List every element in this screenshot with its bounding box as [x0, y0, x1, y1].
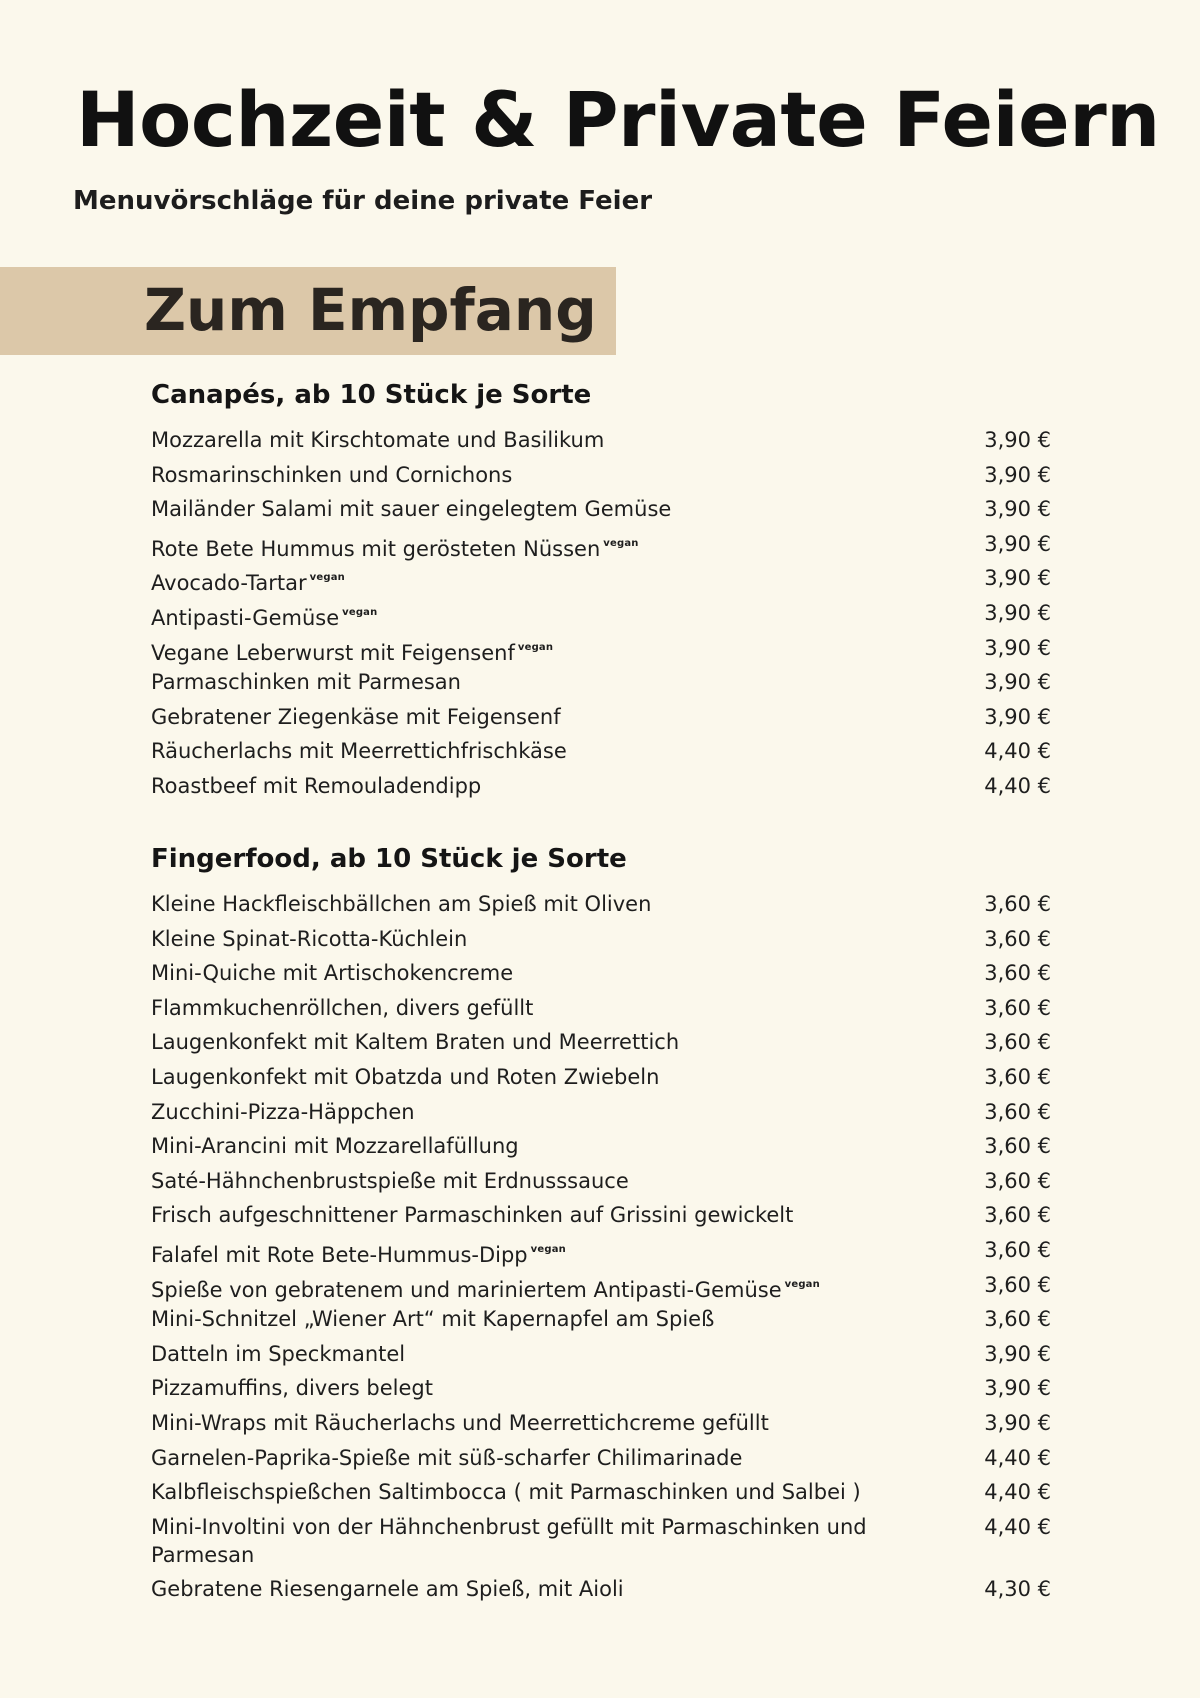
item-price: 4,40 € [984, 1480, 1051, 1505]
item-price: 3,60 € [984, 1237, 1051, 1262]
item-name-text: Laugenkonfekt mit Obatzda und Roten Zwiebeln [151, 1064, 660, 1089]
menu-item [151, 772, 1051, 807]
item-name-text: Flammkuchenröllchen, divers gefüllt [151, 995, 534, 1020]
item-name-text: Garnelen-Paprika-Spieße mit süß-scharfer Chilimarinade [151, 1445, 743, 1470]
item-name [151, 1132, 891, 1160]
item-name [151, 1513, 891, 1569]
item-price: 3,90 € [984, 704, 1051, 729]
item-name [151, 1236, 891, 1269]
item-price: 3,60 € [984, 1168, 1051, 1193]
menu-group-fingerfood [151, 838, 1051, 1609]
item-name-text: Mini-Wraps mit Räucherlachs und Meerrettichcreme gefüllt [151, 1410, 769, 1435]
item-name [151, 1028, 891, 1056]
menu-item [151, 1236, 1051, 1271]
menu-item [151, 1028, 1051, 1063]
item-list [151, 426, 1051, 807]
item-name-text: Rote Bete Hummus mit gerösteten Nüssen [151, 536, 601, 561]
item-price: 3,60 € [984, 1134, 1051, 1159]
item-name-text: Falafel mit Rote Bete-Hummus-Dipp [151, 1242, 528, 1267]
item-name-text: Gebratener Ziegenkäse mit Feigensenf [151, 704, 561, 729]
item-price: 4,30 € [984, 1576, 1051, 1601]
item-price: 3,60 € [984, 1064, 1051, 1089]
menu-item [151, 461, 1051, 496]
menu-item [151, 1478, 1051, 1513]
item-name-text: Parmaschinken mit Parmesan [151, 670, 461, 695]
item-name [151, 530, 891, 563]
menu-item [151, 1271, 1051, 1306]
vegan-mark: vegan [309, 572, 345, 584]
page-subtitle: Menuvörschläge für deine private Feier [73, 186, 653, 216]
item-name-text: Laugenkonfekt mit Kaltem Braten und Meerrettich [151, 1030, 680, 1055]
vegan-mark: vegan [603, 537, 639, 549]
menu-item [151, 890, 1051, 925]
menu-item [151, 495, 1051, 530]
item-name [151, 634, 891, 667]
item-price: 3,90 € [984, 428, 1051, 452]
item-price: 3,60 € [984, 892, 1051, 916]
menu-item [151, 1132, 1051, 1167]
item-name [151, 772, 891, 800]
item-name-text: Mailänder Salami mit sauer eingelegtem Gemüse [151, 497, 672, 522]
item-name [151, 925, 891, 953]
item-name-text: Gebratene Riesengarnele am Spieß, mit Aioli [151, 1576, 624, 1601]
item-price: 3,60 € [984, 1099, 1051, 1124]
menu-item [151, 599, 1051, 634]
item-price: 3,90 € [984, 462, 1051, 487]
item-name-text: Kalbfleischspießchen Saltimbocca ( mit Parmaschinken und Salbei ) [151, 1480, 861, 1505]
item-name [151, 1201, 891, 1229]
item-price: 3,60 € [984, 1030, 1051, 1055]
item-list [151, 890, 1051, 1609]
item-price: 3,90 € [984, 600, 1051, 625]
menu-item [151, 1201, 1051, 1236]
item-name [151, 959, 891, 987]
item-name-text: Mini-Involtini von der Hähnchenbrust gefüllt mit Parmaschinken und Parmesan [151, 1514, 867, 1567]
item-name [151, 1167, 891, 1195]
menu-group-canapes [151, 374, 1051, 807]
item-price: 3,90 € [984, 1410, 1051, 1435]
menu-item [151, 564, 1051, 599]
item-price: 3,90 € [984, 1376, 1051, 1401]
item-price: 4,40 € [984, 773, 1051, 798]
item-name [151, 1305, 891, 1333]
page-title: Hochzeit & Private Feiern [76, 75, 1160, 164]
menu-item [151, 1167, 1051, 1202]
menu-item [151, 994, 1051, 1029]
menu-item [151, 668, 1051, 703]
item-name [151, 1098, 891, 1126]
menu-item [151, 426, 1051, 461]
item-price: 3,90 € [984, 1341, 1051, 1366]
group-heading: Canapés, ab 10 Stück je Sorte [151, 380, 592, 410]
menu-item [151, 530, 1051, 565]
item-name-text: Mini-Quiche mit Artischokencreme [151, 961, 514, 986]
vegan-mark: vegan [784, 1278, 820, 1290]
item-name-text: Rosmarinschinken und Cornichons [151, 462, 513, 487]
item-name [151, 1444, 891, 1472]
item-name [151, 461, 891, 489]
menu-item [151, 959, 1051, 994]
item-price: 4,40 € [984, 739, 1051, 764]
menu-item [151, 1340, 1051, 1375]
item-name [151, 495, 891, 523]
item-name [151, 599, 891, 632]
item-name [151, 737, 891, 765]
section-title: Zum Empfang [144, 276, 597, 344]
menu-item [151, 1374, 1051, 1409]
item-price: 3,90 € [984, 670, 1051, 695]
item-price: 3,60 € [984, 1203, 1051, 1228]
item-price: 4,40 € [984, 1514, 1051, 1539]
item-price: 3,60 € [984, 995, 1051, 1020]
menu-item [151, 1305, 1051, 1340]
item-name-text: Avocado-Tartar [151, 571, 307, 596]
item-price: 3,90 € [984, 531, 1051, 556]
item-price: 3,90 € [984, 497, 1051, 522]
item-name-text: Spieße von gebratenem und mariniertem Antipasti-Gemüse [151, 1277, 782, 1302]
item-name-text: Zucchini-Pizza-Häppchen [151, 1099, 415, 1124]
item-name-text: Kleine Hackfleischbällchen am Spieß mit Oliven [151, 892, 652, 916]
item-name [151, 1575, 891, 1603]
item-name [151, 1271, 891, 1304]
vegan-mark: vegan [530, 1243, 566, 1255]
item-name-text: Antipasti-Gemüse [151, 605, 340, 630]
item-name [151, 426, 891, 454]
item-price: 4,40 € [984, 1445, 1051, 1470]
item-name [151, 1409, 891, 1437]
item-name-text: Frisch aufgeschnittener Parmaschinken auf Grissini gewickelt [151, 1203, 794, 1228]
item-name [151, 890, 891, 918]
item-name-text: Pizzamuffins, divers belegt [151, 1376, 433, 1401]
menu-item [151, 1063, 1051, 1098]
vegan-mark: vegan [517, 641, 554, 653]
vegan-mark: vegan [342, 606, 378, 618]
group-heading: Fingerfood, ab 10 Stück je Sorte [151, 844, 627, 874]
item-name-text: Roastbeef mit Remouladendipp [151, 773, 482, 798]
item-name [151, 994, 891, 1022]
menu-item [151, 1513, 1051, 1575]
item-name-text: Mini-Schnitzel „Wiener Art“ mit Kapernapfel am Spieß [151, 1307, 715, 1332]
item-name-text: Räucherlachs mit Meerrettichfrischkäse [151, 739, 567, 764]
item-price: 3,90 € [984, 566, 1051, 591]
menu-item [151, 925, 1051, 960]
menu-item [151, 634, 1051, 669]
item-price: 3,60 € [984, 961, 1051, 986]
item-name [151, 1340, 891, 1368]
item-price: 3,60 € [984, 1307, 1051, 1332]
menu-item [151, 1409, 1051, 1444]
item-name [151, 703, 891, 731]
item-name-text: Saté-Hähnchenbrustspieße mit Erdnusssauce [151, 1168, 629, 1193]
menu-item [151, 703, 1051, 738]
item-name-text: Vegane Leberwurst mit Feigensenf [151, 640, 515, 665]
menu-item [151, 1098, 1051, 1133]
item-price: 3,60 € [984, 1272, 1051, 1297]
item-name-text: Datteln im Speckmantel [151, 1341, 406, 1366]
item-name-text: Mini-Arancini mit Mozzarellafüllung [151, 1134, 519, 1159]
menu-item [151, 1575, 1051, 1610]
item-name [151, 668, 891, 696]
item-name [151, 1374, 891, 1402]
item-name-text: Mozzarella mit Kirschtomate und Basilikum [151, 428, 605, 452]
menu-item [151, 737, 1051, 772]
item-name-text: Kleine Spinat-Ricotta-Küchlein [151, 926, 468, 951]
item-name [151, 1063, 891, 1091]
item-price: 3,90 € [984, 635, 1051, 660]
item-name [151, 564, 891, 597]
section-banner [0, 267, 616, 355]
item-name [151, 1478, 891, 1506]
menu-item [151, 1444, 1051, 1479]
item-price: 3,60 € [984, 926, 1051, 951]
